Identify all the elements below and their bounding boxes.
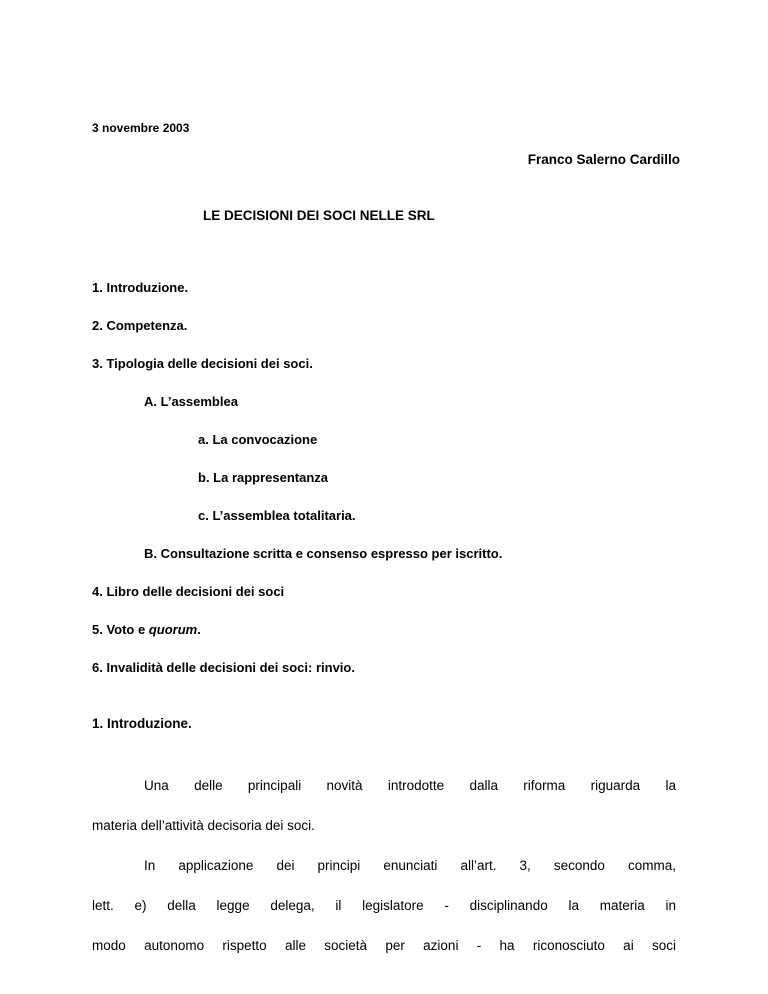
body-line: materia dell’attività decisoria dei soci. (92, 818, 315, 833)
toc-item-voto (92, 622, 201, 638)
toc-item: 2. Competenza. (92, 318, 188, 333)
toc-item: 4. Libro delle decisioni dei soci (92, 584, 285, 599)
body-line: In applicazione dei principi enunciati all’art. 3, secondo comma, (144, 858, 676, 873)
toc-subsubitem: b. La rappresentanza (198, 470, 329, 485)
toc-item-text: 5. Voto e (92, 622, 149, 637)
toc-item-punct: . (197, 622, 201, 637)
document-title: LE DECISIONI DEI SOCI NELLE SRL (203, 208, 435, 223)
document-author: Franco Salerno Cardillo (527, 152, 680, 167)
section-heading: 1. Introduzione. (92, 716, 192, 731)
toc-subsubitem: a. La convocazione (198, 432, 318, 447)
toc-subsubitem: c. L’assemblea totalitaria. (198, 508, 356, 523)
toc-subitem: A. L’assemblea (144, 394, 238, 409)
toc-item-italic: quorum (148, 622, 198, 637)
document-date: 3 novembre 2003 (92, 121, 190, 135)
body-line: lett. e) della legge delega, il legislatore - disciplinando la materia in (92, 898, 676, 913)
toc-item: 1. Introduzione. (92, 280, 189, 295)
body-line: Una delle principali novità introdotte dalla riforma riguarda la (144, 778, 676, 793)
toc-subitem: B. Consultazione scritta e consenso espresso per iscritto. (144, 546, 503, 561)
toc-item: 3. Tipologia delle decisioni dei soci. (92, 356, 313, 371)
body-line: modo autonomo rispetto alle società per azioni - ha riconosciuto ai soci (92, 938, 676, 953)
toc-item: 6. Invalidità delle decisioni dei soci: rinvio. (92, 660, 355, 675)
